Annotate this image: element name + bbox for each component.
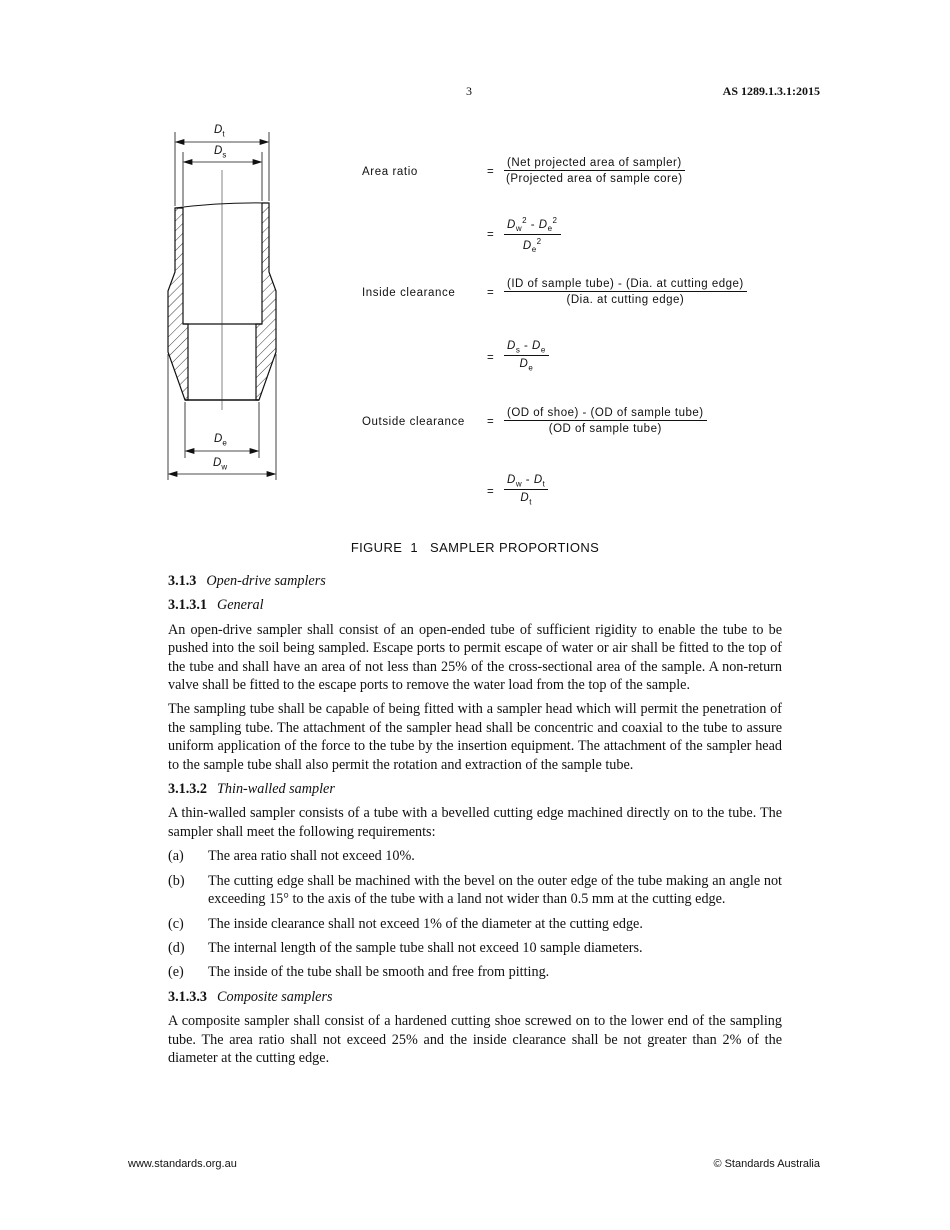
fraction-denominator: $D_e$ — [519, 358, 534, 373]
equals-sign: = — [487, 287, 494, 299]
dim-label-ds: $D_s$ — [214, 145, 227, 160]
inside-clearance-label: Inside clearance — [362, 287, 456, 299]
list-item: (b) The cutting edge shall be machined with the bevel on the outer edge of the tube making an angle not exceeding 15° to the axis of the tube with a land not wider than 0.5 mm at the cutting edge. — [168, 872, 782, 908]
footer-website[interactable]: www.standards.org.au — [128, 1158, 237, 1170]
tube-left-wall — [168, 208, 188, 400]
paragraph: An open-drive sampler shall consist of an open-ended tube of sufficient rigidity to enable the tube to be pushed into the soil being sampled. Escape ports to permit escape of water or air shall be fitted to the top of the tube and shall have an area of not less than 25% of the cross-sectional area of the sample. A non-return valve shall be fitted to the escape ports to remove the water load from the top of the sample. — [168, 621, 782, 694]
body-text — [168, 572, 782, 1073]
list-item: (e) The inside of the tube shall be smooth and free from pitting. — [168, 964, 550, 981]
dim-label-de: $D_e$ — [214, 433, 227, 448]
page-number: 3 — [466, 84, 472, 98]
paragraph: A thin-walled sampler consists of a tube with a bevelled cutting edge machined directly on to the tube. The sampler shall meet the following requirements: — [168, 805, 782, 840]
equals-sign: = — [487, 352, 494, 364]
fraction-denominator: (OD of sample tube) — [548, 423, 662, 435]
paragraph: The sampling tube shall be capable of being fitted with a sampler head which will permit the penetration of the sampling tube. The attachment of the sampler head shall be concentric and coaxial to the tube to assure uniform application of the force to the tube by the insertion equipment. The attachment of the sampler head to the sample tube shall also permit the rotation and extraction of the sample tube. — [168, 701, 782, 773]
fraction-numerator: (ID of sample tube) - (Dia. at cutting edge) — [504, 278, 747, 292]
section-heading: 3.1.3.2 Thin-walled sampler — [168, 781, 335, 798]
inside-clearance-symbolic — [504, 340, 549, 373]
area-ratio-label: Area ratio — [362, 166, 418, 178]
fraction-numerator: $D_w^2 - D_e^2$ — [504, 216, 561, 235]
fraction-denominator: (Projected area of sample core) — [506, 173, 683, 185]
sampler-diagram — [0, 0, 320, 500]
equals-sign: = — [487, 486, 494, 498]
equals-sign: = — [487, 229, 494, 241]
inside-clearance-fraction — [504, 278, 747, 306]
dim-label-dt: $D_t$ — [214, 124, 225, 139]
area-ratio-fraction — [504, 157, 685, 185]
outside-clearance-symbolic — [504, 474, 548, 507]
tube-right-wall — [256, 203, 276, 400]
fraction-numerator: $D_w - D_t$ — [504, 474, 548, 490]
paragraph: A composite sampler shall consist of a hardened cutting shoe screwed on to the lower end of the sampling tube. The area ratio shall not exceed 25% and the inside clearance shall be not greater than 2% of the diameter at the cutting edge. — [168, 1013, 782, 1066]
outside-clearance-fraction — [504, 407, 707, 435]
fraction-numerator: (OD of shoe) - (OD of sample tube) — [504, 407, 707, 421]
list-item: (a) The area ratio shall not exceed 10%. — [168, 848, 415, 865]
figure-caption: FIGURE 1 SAMPLER PROPORTIONS — [350, 540, 600, 555]
section-heading: 3.1.3.1 General — [168, 597, 264, 614]
equals-sign: = — [487, 166, 494, 178]
fraction-numerator: (Net projected area of sampler) — [504, 157, 685, 171]
fraction-denominator: (Dia. at cutting edge) — [566, 294, 685, 306]
footer-copyright: © Standards Australia — [713, 1158, 820, 1170]
fraction-numerator: $D_s - D_e$ — [504, 340, 549, 356]
outside-clearance-label: Outside clearance — [362, 416, 465, 428]
fraction-denominator: $D_e^2$ — [522, 237, 542, 255]
figure-sampler-proportions — [0, 0, 950, 555]
section-heading: 3.1.3 Open-drive samplers — [168, 573, 326, 589]
standard-code: AS 1289.1.3.1:2015 — [722, 84, 820, 98]
list-item: (c) The inside clearance shall not exceed 1% of the diameter at the cutting edge. — [168, 915, 643, 932]
list-item: (d) The internal length of the sample tube shall not exceed 10 sample diameters. — [168, 939, 643, 956]
fraction-denominator: $D_t$ — [520, 492, 532, 507]
equals-sign: = — [487, 416, 494, 428]
section-heading: 3.1.3.3 Composite samplers — [168, 988, 333, 1005]
area-ratio-symbolic — [504, 216, 561, 254]
dim-label-dw: $D_w$ — [213, 457, 228, 472]
